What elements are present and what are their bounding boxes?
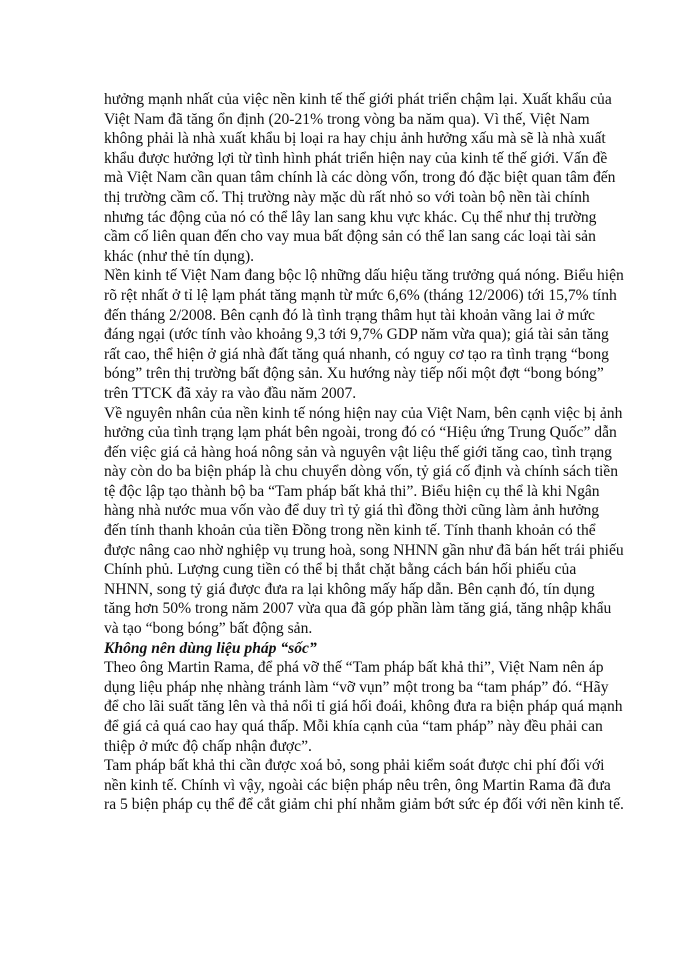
section-heading: Không nên dùng liệu pháp “sốc” <box>104 639 317 657</box>
paragraph-exports-capital-flows: hưởng mạnh nhất của việc nền kinh tế thế giới phát triển chậm lại. Xuất khẩu của Việt Nam đã tăng ổn định (20-21% trong vòng ba năm qua). Vì thế, Việt Nam không phải là nhà xuất khẩu bị loại ra hay chịu ảnh hưởng xấu mà sẽ là nhà xuất khẩu được hưởng lợi từ tình hình phát triển hiện nay của kinh tế thế giới. Vấn đề mà Việt Nam cần quan tâm chính là các dòng vốn, trong đó đặc biệt quan tâm đến thị trường cầm cố. Thị trường này mặc dù rất nhỏ so với toàn bộ nền tài chính nhưng tác động của nó có thể lây lan sang khu vực khác. Cụ thể như thị trường cầm cố liên quan đến cho vay mua bất động sản có thể lan sang các loại tài sản khác (như thẻ tín dụng). <box>104 91 616 265</box>
paragraph-causes-impossible-trinity: Về nguyên nhân của nền kinh tế nóng hiện nay của Việt Nam, bên cạnh việc bị ảnh hưởng của tình trạng lạm phát bên ngoài, trong đó có “Hiệu ứng Trung Quốc” dẫn đến việc giá cả hàng hoá nông sản và nguyên vật liệu thế giới tăng cao, tình trạng này còn do ba biện pháp là chu chuyển dòng vốn, tỷ giá cố định và chính sách tiền tệ độc lập tạo thành bộ ba “Tam pháp bất khả thi”. Biểu hiện cụ thể là khi Ngân hàng nhà nước mua vốn vào để duy trì tỷ giá thì đồng thời cũng làm ảnh hưởng đến tính thanh khoản của tiền Đồng trong nền kinh tế. Tính thanh khoản có thể được nâng cao nhờ nghiệp vụ trung hoà, song NHNN gần như đã bán hết trái phiếu Chính phủ. Lượng cung tiền có thể bị thắt chặt bằng cách bán hối phiếu của NHNN, song tỷ giá được đưa ra lại không mấy hấp dẫn. Bên cạnh đó, tín dụng tăng hơn 50% trong năm 2007 vừa qua đã góp phần làm tăng giá, tăng nhập khẩu và tạo “bong bóng” bất động sản. <box>104 404 624 638</box>
paragraph-overheating-signs: Nền kinh tế Việt Nam đang bộc lộ những dấu hiệu tăng trưởng quá nóng. Biểu hiện rõ rệt nhất ở tỉ lệ lạm phát tăng mạnh từ mức 6,6% (tháng 12/2006) tới 15,7% tính đến tháng 2/2008. Bên cạnh đó là tình trạng thâm hụt tài khoản vãng lai ở mức đáng ngại (ước tính vào khoảng 9,3 tới 9,7% GDP năm vừa qua); giá tài sản tăng rất cao, thể hiện ở giá nhà đất tăng quá nhanh, có nguy cơ tạo ra tình trạng “bong bóng” trên thị trường bất động sản. Xu hướng này tiếp nối một đợt “bong bóng” trên TTCK đã xảy ra vào đầu năm 2007. <box>104 267 624 402</box>
document-body <box>104 90 624 815</box>
paragraph-martin-rama-advice: Theo ông Martin Rama, để phá vỡ thế “Tam pháp bất khả thi”, Việt Nam nên áp dụng liệu pháp nhẹ nhàng tránh làm “vỡ vụn” một trong ba “tam pháp” đó. “Hãy để cho lãi suất tăng lên và thả nổi tỉ giá hối đoái, không đưa ra biện pháp quá mạnh để giá cả quá cao hay quá thấp. Mỗi khía cạnh của “tam pháp” này đều phải can thiệp ở mức độ chấp nhận được”. <box>104 659 623 755</box>
paragraph-cost-control-measures: Tam pháp bất khả thi cần được xoá bỏ, song phải kiểm soát được chi phí đối với nền kinh tế. Chính vì vậy, ngoài các biện pháp nêu trên, ông Martin Rama đã đưa ra 5 biện pháp cụ thể để cắt giảm chi phí nhằm giảm bớt sức ép đối với nền kinh tế. <box>104 757 624 814</box>
